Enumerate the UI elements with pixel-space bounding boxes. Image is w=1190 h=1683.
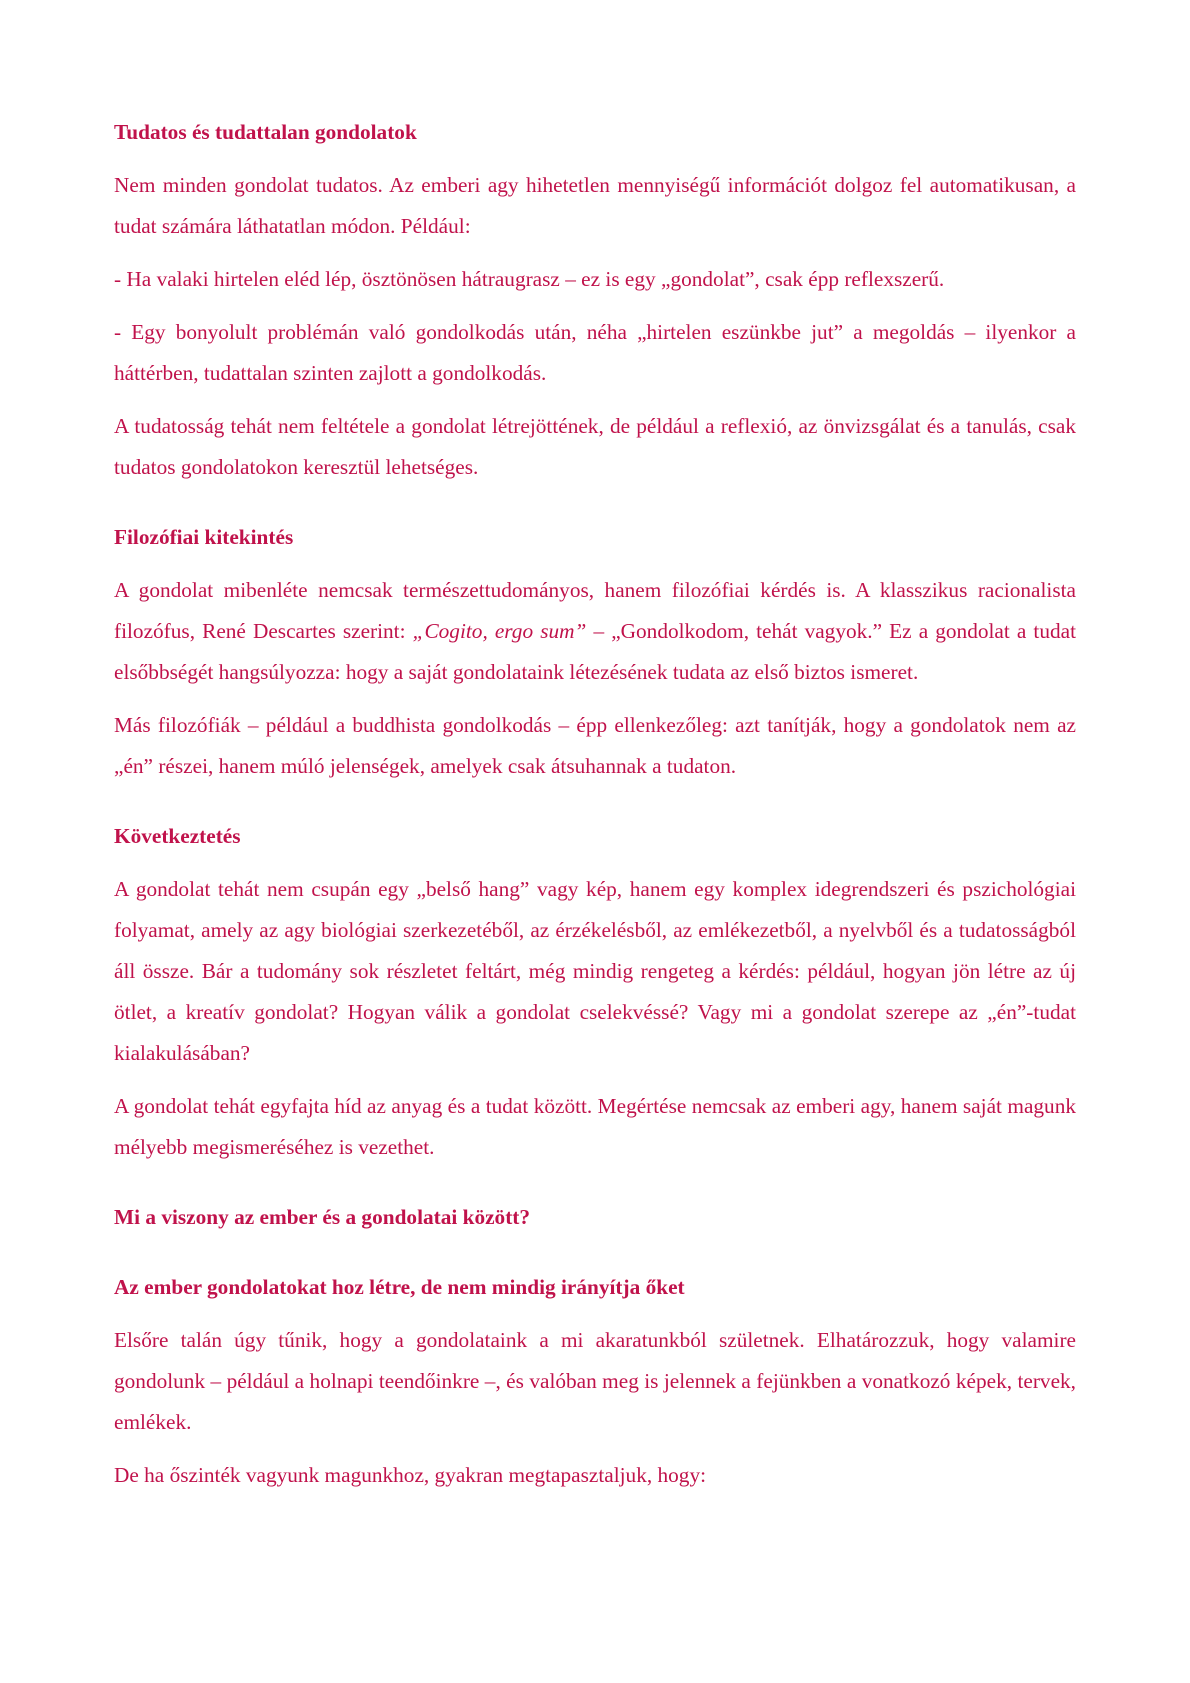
section-heading-relationship: Mi a viszony az ember és a gondolatai között? [114, 1205, 531, 1229]
paragraph-text: A gondolat mibenléte nemcsak természettudományos, hanem filozófiai kérdés is. A klasszikus racionalista filozófus, René Descartes szerint: [114, 578, 1076, 643]
section-heading-conscious: Tudatos és tudattalan gondolatok [114, 120, 417, 144]
section-heading-philosophy: Filozófiai kitekintés [114, 525, 294, 549]
page-content [114, 112, 1076, 1496]
paragraph: De ha őszinték vagyunk magunkhoz, gyakran megtapasztaljuk, hogy: [114, 1463, 707, 1487]
paragraph-descartes [114, 570, 1076, 693]
section-heading-conclusion: Következtetés [114, 824, 241, 848]
paragraph: A gondolat tehát egyfajta híd az anyag és a tudat között. Megértése nemcsak az emberi agy, hanem saját magunk mélyebb megismeréséhez is vezethet. [114, 1094, 1076, 1159]
paragraph: A gondolat tehát nem csupán egy „belső hang” vagy kép, hanem egy komplex idegrendszeri és pszichológiai folyamat, amely az agy biológiai szerkezetéből, az érzékelésből, az emlékezetből, a nyelvből és a tudatosságból áll össze. Bár a tudomány sok részletet feltárt, még mindig rengeteg a kérdés: például, hogyan jön létre az új ötlet, a kreatív gondolat? Hogyan válik a gondolat cselekvéssé? Vagy mi a gondolat szerepe az „én”-tudat kialakulásában? [114, 877, 1076, 1065]
latin-quote: „Cogito, ergo sum” [412, 619, 587, 643]
paragraph-text: – „Gondolkodom, tehát vagyok.” Ez a gondolat a tudat elsőbbségét hangsúlyozza: hogy a saját gondolataink létezésének tudata az első biztos ismeret. [114, 619, 1076, 684]
paragraph: Más filozófiák – például a buddhista gondolkodás – épp ellenkezőleg: azt tanítják, hogy a gondolatok nem az „én” részei, hanem múló jelenségek, amelyek csak átsuhannak a tudaton. [114, 713, 1076, 778]
paragraph: A tudatosság tehát nem feltétele a gondolat létrejöttének, de például a reflexió, az önvizsgálat és a tanulás, csak tudatos gondolatokon keresztül lehetséges. [114, 414, 1076, 479]
list-item: - Ha valaki hirtelen eléd lép, ösztönösen hátraugrasz – ez is egy „gondolat”, csak épp reflexszerű. [114, 267, 945, 291]
paragraph: Nem minden gondolat tudatos. Az emberi agy hihetetlen mennyiségű információt dolgoz fel automatikusan, a tudat számára láthatatlan módon. Például: [114, 173, 1076, 238]
paragraph: Elsőre talán úgy tűnik, hogy a gondolataink a mi akaratunkból születnek. Elhatározzuk, hogy valamire gondolunk – például a holnapi teendőinkre –, és valóban meg is jelennek a fejünkben a vonatkozó képek, tervek, emlékek. [114, 1328, 1076, 1434]
list-item: - Egy bonyolult problémán való gondolkodás után, néha „hirtelen eszünkbe jut” a megoldás – ilyenkor a háttérben, tudattalan szinten zajlott a gondolkodás. [114, 320, 1076, 385]
section-heading-control: Az ember gondolatokat hoz létre, de nem mindig irányítja őket [114, 1275, 685, 1299]
